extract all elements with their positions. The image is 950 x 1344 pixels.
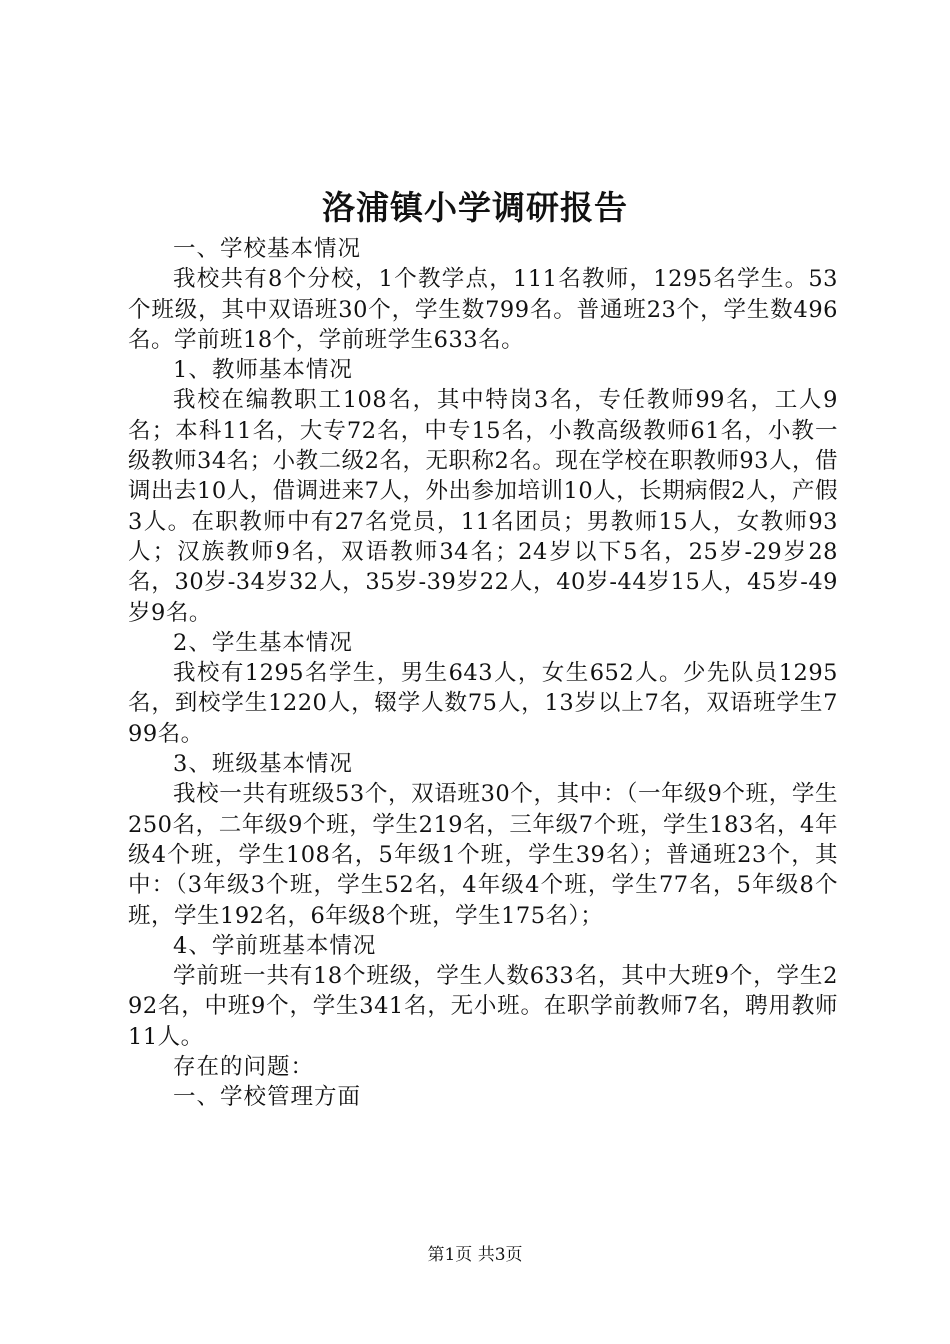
paragraph-students: 我校有1295名学生，男生643人，女生652人。少先队员1295名，到校学生1220人，辍学人数75人，13岁以上7名，双语班学生799名。: [128, 660, 838, 747]
section-heading-preschool: 4、学前班基本情况: [173, 932, 377, 959]
paragraph-teachers: 我校在编教职工108名，其中特岗3名，专任教师99名，工人9名；本科11名，大专72名，中专15名，小教高级教师61名，小教一级教师34名；小教二级2名，无职称2名。现在学校在职教师93人，借调出去10人，借调进来7人，外出参加培训10人，长期病假2人，产假3人。在职教师中有27名党员，11名团员；男教师15人，女教师93人；汉族教师9名，双语教师34名；24岁以下5名，25岁-29岁28名，30岁-34岁32人，35岁-39岁22人，40岁-44岁15人，45岁-49岁9名。: [128, 387, 838, 626]
paragraph-school-overview: 我校共有8个分校，1个教学点，111名教师，1295名学生。53个班级，其中双语班30个，学生数799名。普通班23个，学生数496名。学前班18个，学前班学生633名。: [128, 266, 838, 353]
section-heading-classes: 3、班级基本情况: [173, 751, 353, 778]
section-heading-problems: 存在的问题：: [173, 1054, 315, 1081]
paragraph-classes: 我校一共有班级53个，双语班30个，其中：（一年级9个班，学生250名，二年级9个班，学生219名，三年级7个班，学生183名，4年级4个班，学生108名，5年级1个班，学生39名）；普通班23个，其中：（3年级3个班，学生52名，4年级4个班，学生77名，5年级8个班，学生192名，6年级8个班，学生175名）；: [128, 781, 838, 929]
page-footer: 第1页 共3页: [427, 1245, 523, 1265]
section-heading-teachers: 1、教师基本情况: [173, 357, 353, 384]
section-heading-students: 2、学生基本情况: [173, 629, 353, 656]
section-heading-management: 一、学校管理方面: [173, 1084, 362, 1111]
document-body: [128, 234, 838, 1113]
section-heading-school-overview: 一、学校基本情况: [173, 236, 362, 262]
paragraph-preschool: 学前班一共有18个班级，学生人数633名，其中大班9个，学生292名，中班9个，学生341名，无小班。在职学前教师7名，聘用教师11人。: [128, 963, 838, 1050]
document-title: 洛浦镇小学调研报告: [322, 188, 628, 227]
